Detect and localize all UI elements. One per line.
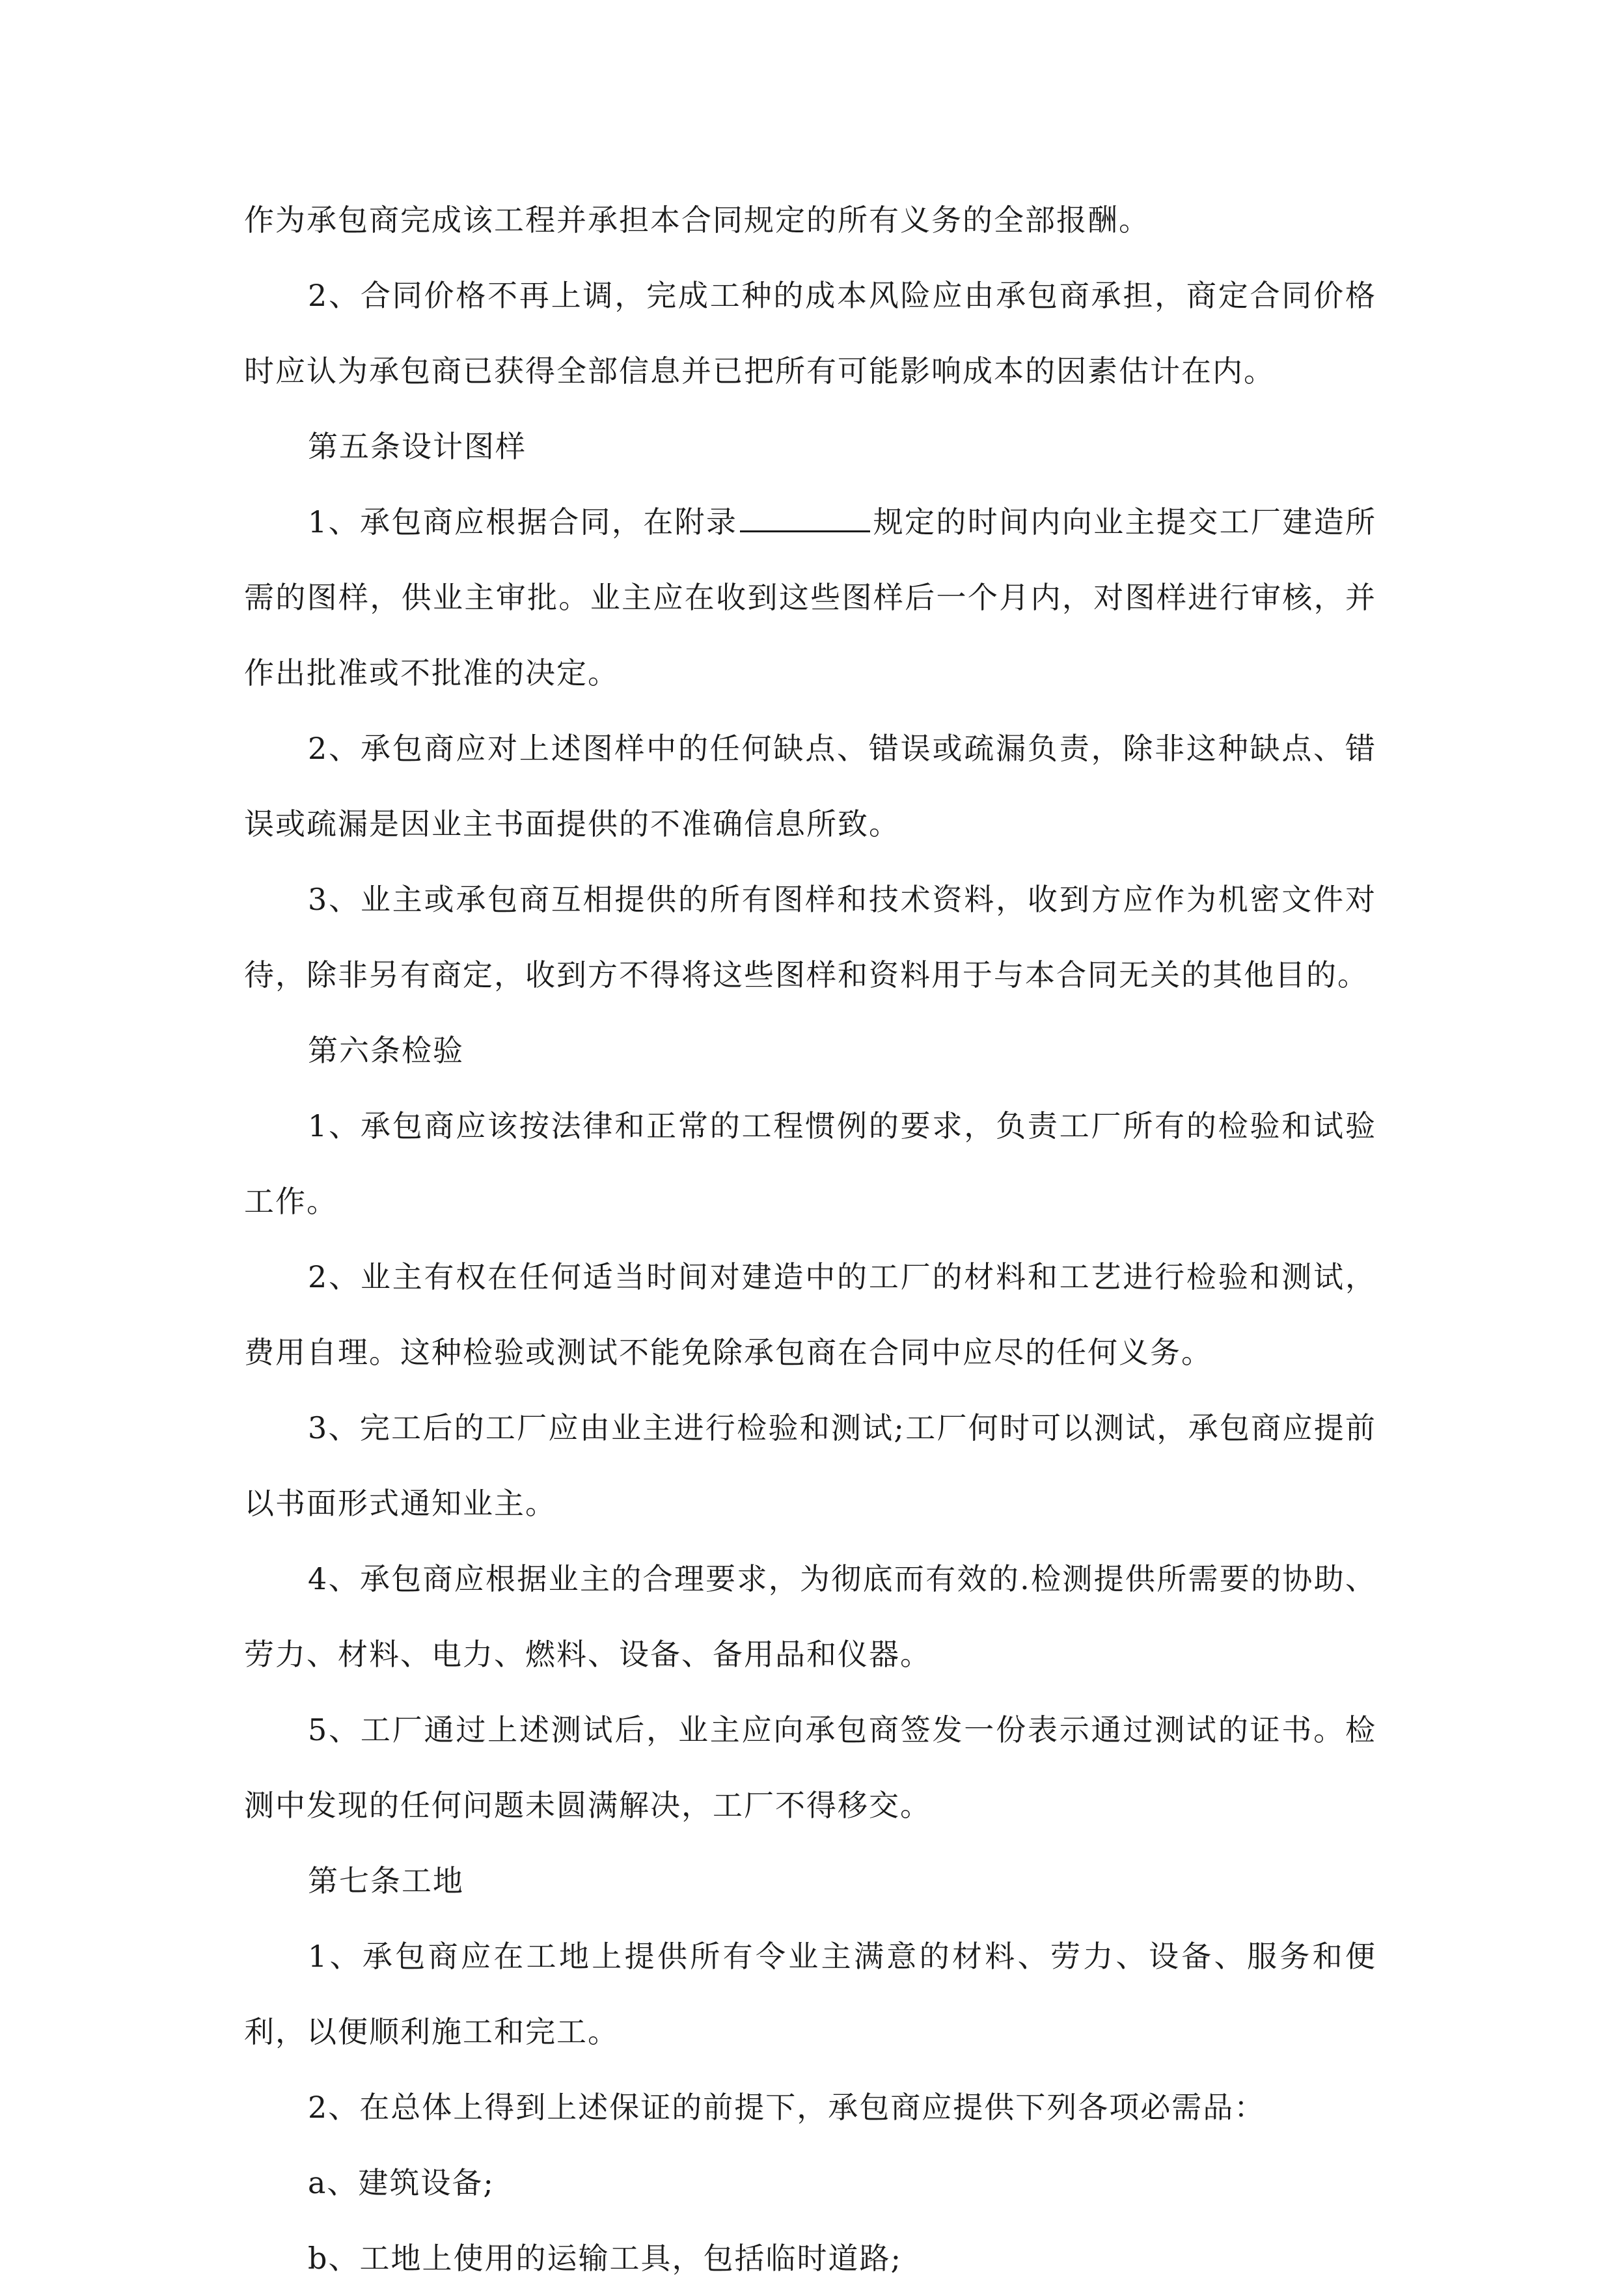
paragraph-completion-testing: 3、完工后的工厂应由业主进行检验和测试;工厂何时可以测试，承包商应提前以书面形式通知业主。 bbox=[244, 1410, 1376, 1521]
heading-article-7-site: 第七条工地 bbox=[308, 1863, 464, 1898]
paragraph-site-provisions: 1、承包商应在工地上提供所有令业主满意的材料、劳力、设备、服务和便利，以便顺利施工和完工。 bbox=[244, 1939, 1376, 2049]
paragraph-drawing-errors: 2、承包商应对上述图样中的任何缺点、错误或疏漏负责，除非这种缺点、错误或疏漏是因业主书面提供的不准确信息所致。 bbox=[244, 731, 1376, 841]
fill-in-blank bbox=[740, 500, 870, 532]
paragraph-owner-testing-right: 2、业主有权在任何适当时间对建造中的工厂的材料和工艺进行检验和测试，费用自理。这种检验或测试不能免除承包商在合同中应尽的任何义务。 bbox=[244, 1259, 1376, 1370]
paragraph-necessities-intro: 2、在总体上得到上述保证的前提下，承包商应提供下列各项必需品： bbox=[308, 2090, 1266, 2125]
paragraph-testing-assistance: 4、承包商应根据业主的合理要求，为彻底而有效的.检测提供所需要的协助、劳力、材料、电力、燃料、设备、备用品和仪器。 bbox=[244, 1561, 1376, 1672]
paragraph-payment-continuation: 作为承包商完成该工程并承担本合同规定的所有义务的全部报酬。 bbox=[244, 202, 1150, 238]
heading-article-6-inspection: 第六条检验 bbox=[308, 1033, 464, 1068]
paragraph-confidential-materials: 3、业主或承包商互相提供的所有图样和技术资料，收到方应作为机密文件对待，除非另有商定，收到方不得将这些图样和资料用于与本合同无关的其他目的。 bbox=[244, 882, 1376, 992]
list-item-a: a、建筑设备; bbox=[308, 2165, 495, 2200]
list-item-b: b、工地上使用的运输工具，包括临时道路; bbox=[308, 2241, 902, 2276]
paragraph-submit-drawings-after: 规定的时间内向业主提交工厂建造所需的图样，供业主审批。业主应在收到这些图样后一个月内，对图样进行审核，并作出批准或不批准的决定。 bbox=[244, 504, 1376, 690]
paragraph-inspection-duty: 1、承包商应该按法律和正常的工程惯例的要求，负责工厂所有的检验和试验工作。 bbox=[244, 1108, 1376, 1219]
document-body bbox=[244, 182, 1376, 2296]
paragraph-contract-price: 2、合同价格不再上调，完成工种的成本风险应由承包商承担，商定合同价格时应认为承包商已获得全部信息并已把所有可能影响成本的因素估计在内。 bbox=[244, 278, 1376, 389]
heading-article-5-design-drawings: 第五条设计图样 bbox=[308, 429, 527, 464]
paragraph-test-certificate: 5、工厂通过上述测试后，业主应向承包商签发一份表示通过测试的证书。检测中发现的任何问题未圆满解决，工厂不得移交。 bbox=[244, 1712, 1376, 1823]
paragraph-submit-drawings bbox=[244, 484, 1376, 711]
paragraph-submit-drawings-before: 1、承包商应根据合同，在附录 bbox=[308, 504, 738, 540]
